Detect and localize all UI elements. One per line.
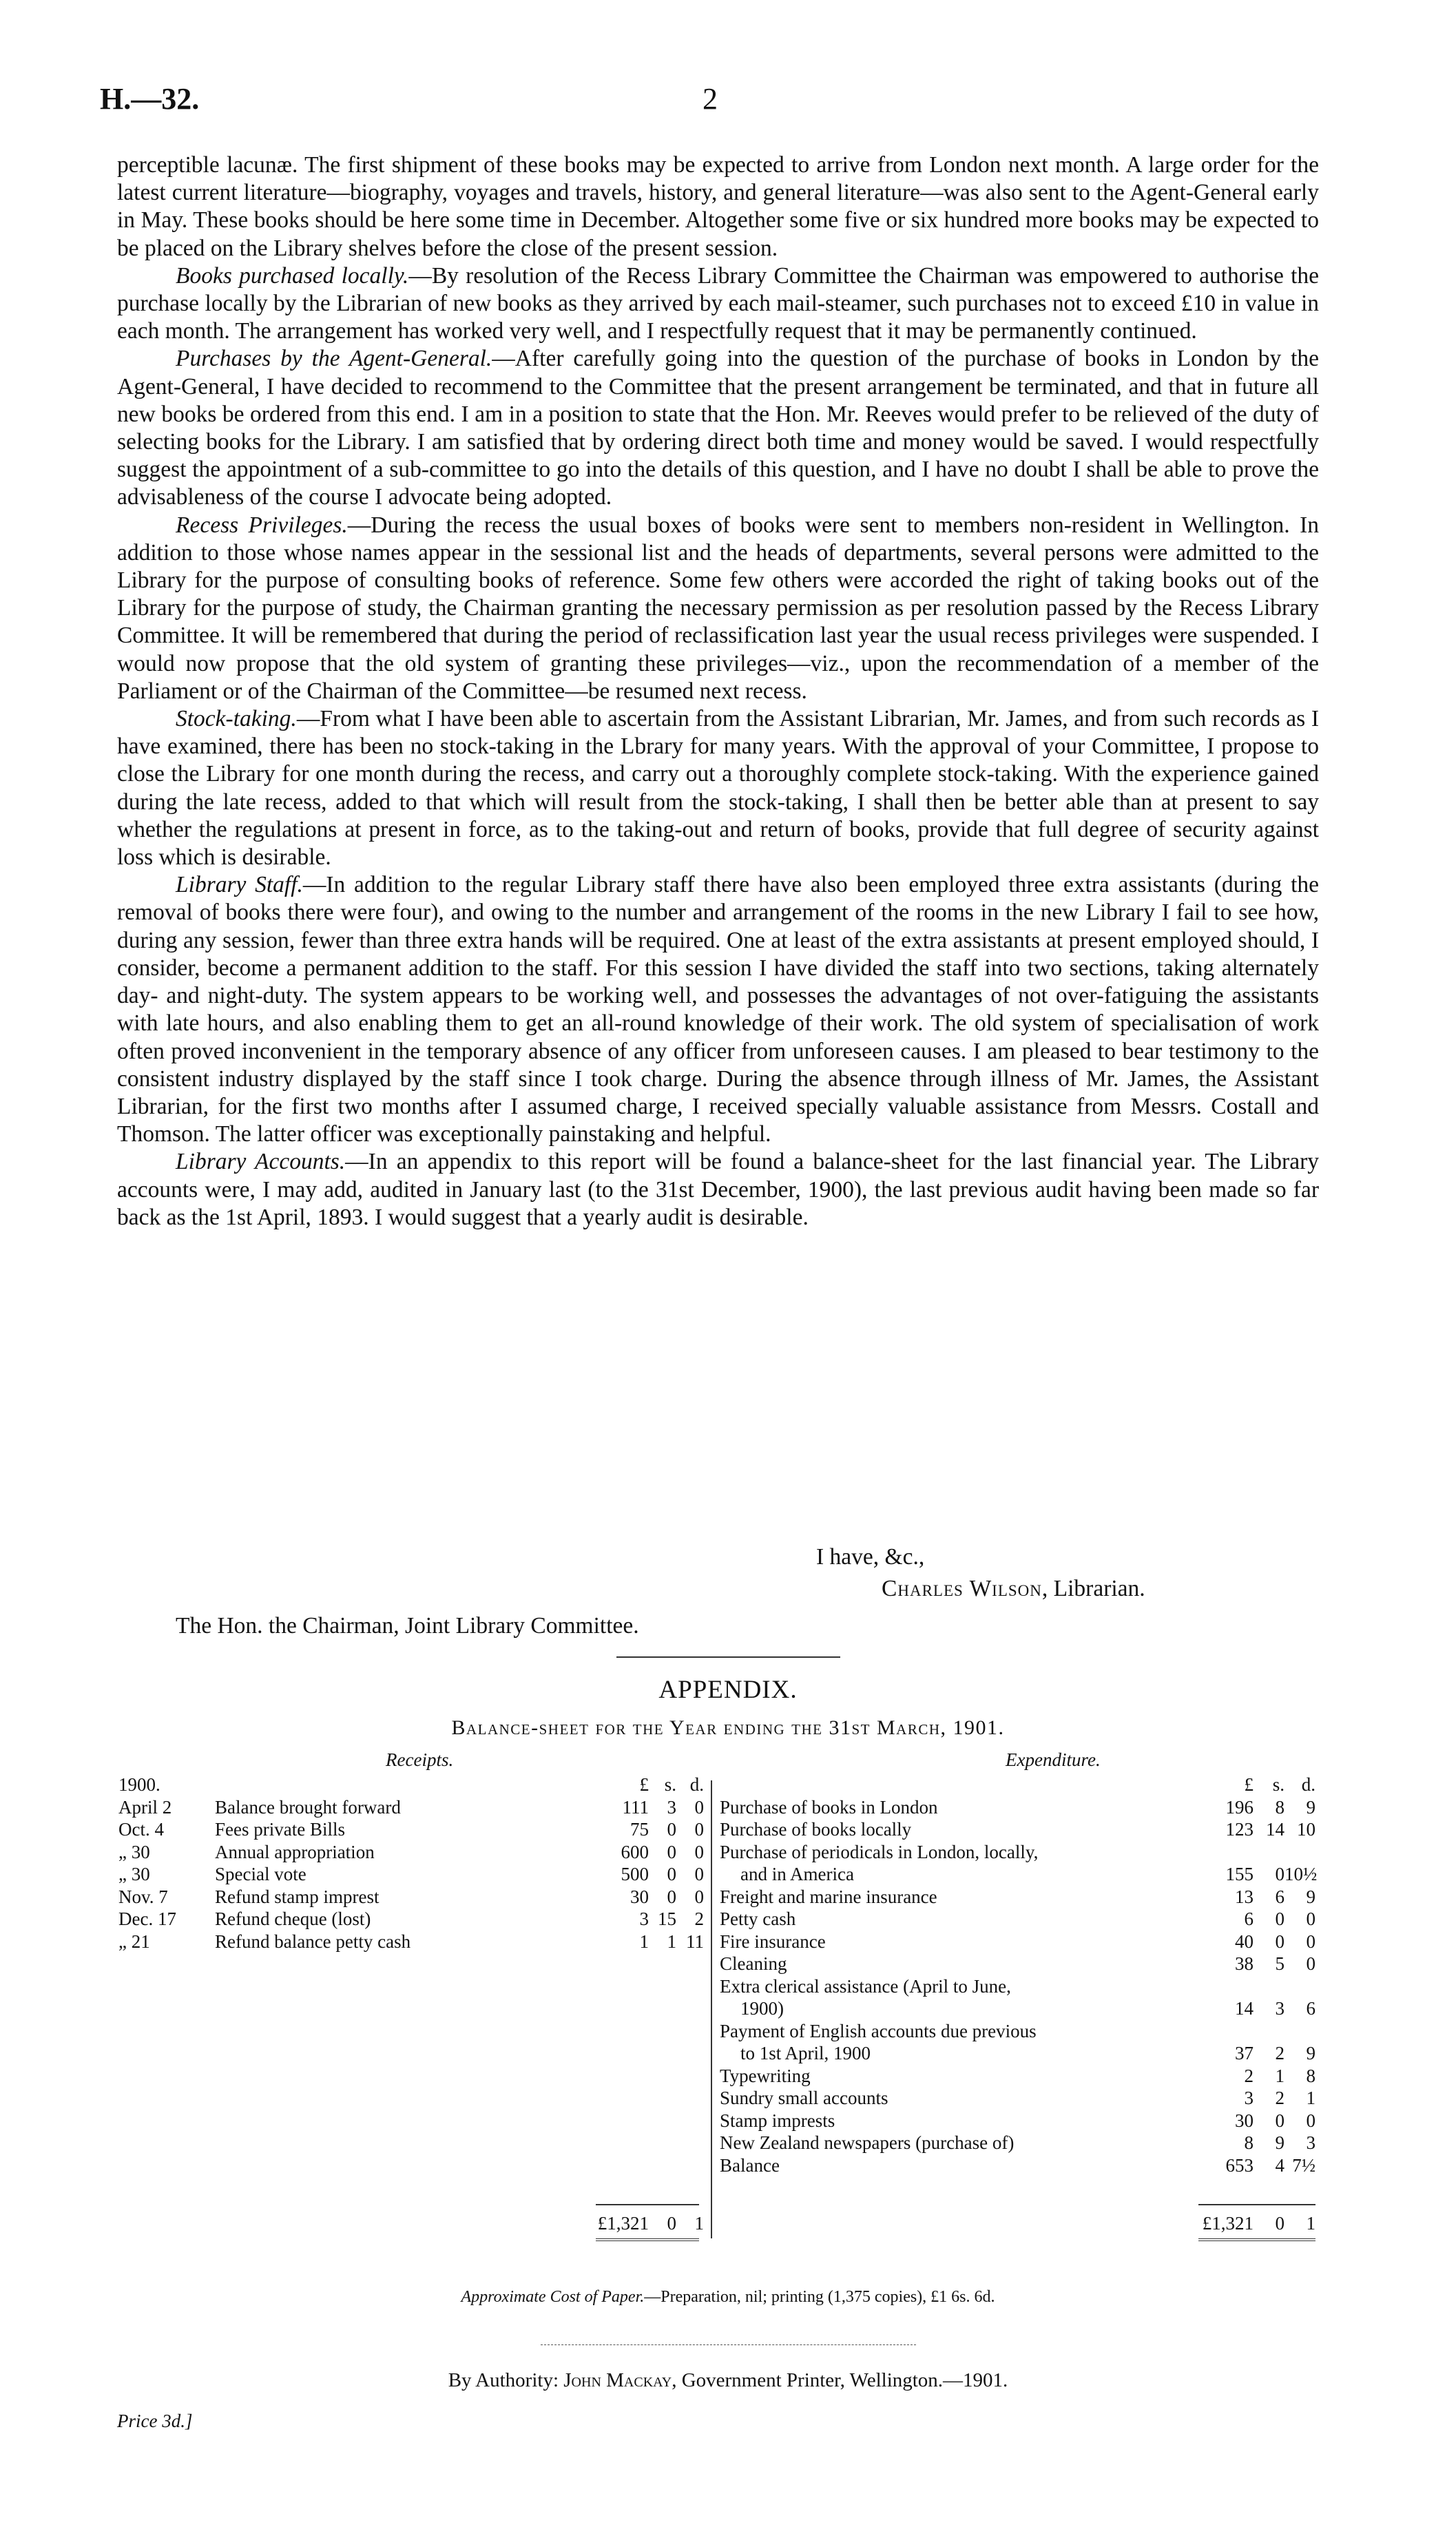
signatory-name: Charles Wilson — [882, 1576, 1042, 1601]
expenditure-total — [720, 2212, 1326, 2235]
paragraph-heading: Stock-taking. — [176, 706, 297, 732]
pence-column-head: d. — [1301, 1774, 1315, 1795]
receipt-row — [118, 1886, 704, 1908]
receipt-description: Special vote — [215, 1864, 306, 1884]
receipt-pence: 0 — [694, 1864, 704, 1884]
balance-sheet-title: Balance-sheet for the Year ending the 31st March, 1901. — [451, 1716, 1005, 1739]
receipts-rows — [118, 1796, 704, 1953]
paragraph — [117, 705, 1319, 871]
expenditure-pence: 0 — [1306, 2110, 1315, 2131]
pounds-column-head: £ — [1244, 1774, 1254, 1795]
expenditure-description: and in America — [740, 1864, 854, 1884]
expenditure-description: Typewriting — [720, 2065, 811, 2086]
paragraph — [117, 262, 1319, 346]
receipt-pence: 0 — [694, 1819, 704, 1840]
expenditure-pence: 6 — [1306, 1998, 1315, 2019]
paragraph-text: —From what I have been able to ascertain from the Assistant Librarian, Mr. James, and from such records as I have examined, there has been no stock-taking in the Lbrary for many years. With the approval of your Committee, I propose to close the Library for one month during the recess, and carry out a thoroughly complete stock-taking. With the experience gained during the late recess, added to that which will result from the stock-taking, I shall then be better able than at present to say whether the regulations at present in force, as to the taking-out and return of books, provide that full degree of security against loss which is desirable. — [117, 706, 1319, 871]
expenditure-row — [720, 1841, 1326, 1864]
expenditure-row — [720, 1796, 1326, 1819]
signatory-title: , Librarian. — [1041, 1576, 1145, 1601]
pence-column-head: d. — [689, 1774, 704, 1795]
page-number: 2 — [703, 82, 718, 116]
expenditure-description: Purchase of books locally — [720, 1819, 912, 1840]
expenditure-shillings: 0 — [1275, 2110, 1285, 2131]
expenditure-pounds: 653 — [1225, 2154, 1254, 2176]
imprint-suffix: , Government Printer, Wellington.—1901. — [672, 2369, 1008, 2391]
receipt-pounds: 500 — [621, 1864, 649, 1884]
expenditure-row — [720, 2020, 1326, 2043]
receipt-row — [118, 1796, 704, 1819]
expenditure-pounds: 14 — [1235, 1998, 1254, 2019]
receipt-row — [118, 1863, 704, 1886]
expenditure-total-rule — [1198, 2204, 1315, 2205]
expenditure-shillings: 1 — [1275, 2065, 1285, 2086]
expenditure-row — [720, 1818, 1326, 1841]
expenditure-description: 1900) — [740, 1998, 784, 2019]
expenditure-description: Purchase of books in London — [720, 1796, 938, 1818]
paragraph-text: —In addition to the regular Library staff there have also been employed three extra assistants (during the removal of books there were four), and owing to the number and arrangement of the rooms in the new Library I fail to see how, during any session, fewer than three extra hands will be required. One at least of the extra assistants at present employed should, I consider, become a permanent addition to the staff. For this session I have divided the staff into two sections, taking alternately day- and night-duty. The system appears to be working well, and possesses the advantages of not over-fatiguing the assistants with late hours, and also enabling them to get an all-round knowledge of their work. The old system of specialisation of work often proved inconvenient in the temporary absence of any officer from unforeseen causes. I am pleased to bear testimony to the consistent industry displayed by the staff since I took charge. During the absence through illness of Mr. James, the Assistant Librarian, for the first two months after I assumed charge, I received specially valuable assistance from Messrs. Costall and Thomson. The latter officer was exceptionally painstaking and helpful. — [117, 872, 1320, 1147]
receipt-description: Refund stamp imprest — [215, 1886, 379, 1907]
imprint-prefix: By Authority: — [448, 2369, 564, 2391]
expenditure-pence: 9 — [1306, 2043, 1315, 2063]
receipt-description: Balance brought forward — [215, 1796, 401, 1818]
shillings-column-head: s. — [1272, 1774, 1285, 1795]
pounds-column-head: £ — [639, 1774, 649, 1795]
expenditure-shillings: 2 — [1275, 2043, 1285, 2063]
expenditure-description: Stamp imprests — [720, 2110, 835, 2131]
expenditure-description: Payment of English accounts due previous — [720, 2020, 1037, 2041]
expenditure-shillings: 4 — [1275, 2154, 1285, 2176]
expenditure-shillings: 14 — [1266, 1819, 1285, 1840]
expenditure-row — [720, 2065, 1326, 2088]
divider — [616, 1656, 840, 1658]
expenditure-pounds: 6 — [1244, 1908, 1254, 1929]
expenditure-pounds: 3 — [1244, 2088, 1254, 2108]
receipt-date: „ 30 — [118, 1841, 150, 1862]
receipt-pence: 0 — [694, 1886, 704, 1907]
paragraph — [117, 345, 1319, 511]
expenditure-pounds: 123 — [1225, 1819, 1254, 1840]
expenditure-pence: 9 — [1306, 1886, 1315, 1907]
expenditure-pounds: 38 — [1235, 1953, 1254, 1974]
receipt-shillings: 15 — [658, 1908, 676, 1929]
expenditure-row — [720, 2110, 1326, 2132]
paragraph — [117, 152, 1319, 262]
expenditure-shillings: 3 — [1275, 1998, 1285, 2019]
expenditure-pounds: 196 — [1225, 1796, 1254, 1818]
receipts-double-rule — [596, 2238, 699, 2241]
paragraph-heading: Purchases by the Agent-General. — [176, 346, 492, 372]
expenditure-row — [720, 1931, 1326, 1953]
expenditure-row — [720, 1975, 1326, 1998]
total-pounds: £1,321 — [1202, 2213, 1254, 2234]
expenditure-pence: 10½ — [1285, 1864, 1318, 1884]
receipt-row — [118, 1908, 704, 1931]
receipt-pounds: 1 — [639, 1931, 649, 1952]
paragraph-heading: Library Staff. — [176, 872, 303, 898]
cost-note — [0, 2288, 1456, 2307]
expenditure-header-row — [720, 1774, 1326, 1796]
receipt-pounds: 75 — [630, 1819, 649, 1840]
addressee: The Hon. the Chairman, Joint Library Committee. — [176, 1613, 639, 1639]
ledger-year: 1900. — [118, 1774, 160, 1795]
paragraph-heading: Recess Privileges. — [176, 512, 348, 538]
report-body — [117, 152, 1319, 1231]
expenditure-row-continued — [720, 1863, 1326, 1886]
expenditure-description: Extra clerical assistance (April to June, — [720, 1975, 1011, 1997]
receipt-pounds: 3 — [639, 1908, 649, 1929]
receipt-pence: 11 — [686, 1931, 704, 1952]
paragraph-text: perceptible lacunæ. The first shipment of these books may be expected to arrive from London next month. A large order for the latest current literature—biography, voyages and travels, history, and general literature—was also sent to the Agent-General early in May. These books should be here some time in December. Altogether some five or six hundred more books may be expected to be placed on the Library shelves before the close of the present session. — [117, 152, 1319, 261]
cost-note-label: Approximate Cost of Paper. — [461, 2288, 645, 2306]
total-pounds: £1,321 — [597, 2213, 649, 2234]
expenditure-description: New Zealand newspapers (purchase of) — [720, 2132, 1015, 2153]
expenditure-pence: 7½ — [1292, 2154, 1315, 2176]
receipt-pounds: 30 — [630, 1886, 649, 1907]
expenditure-shillings: 0 — [1275, 1864, 1285, 1884]
paragraph-heading: Library Accounts. — [176, 1149, 346, 1175]
paragraph-text: —After carefully going into the question of the purchase of books in London by the Agent-General, I have decided to recommend to the Committee that the present arrangement be terminated, and that in future all new books be ordered from this end. I am in a position to state that the Hon. Mr. Reeves would prefer to be relieved of the duty of selecting books for the Library. I am satisfied that by ordering direct both time and money would be saved. I would respectfully suggest the appointment of a sub-committee to go into the details of this question, and I have no doubt I shall be able to prove the advisableness of the course I advocate being adopted. — [117, 346, 1319, 510]
receipt-date: „ 30 — [118, 1864, 150, 1884]
expenditure-pence: 3 — [1306, 2132, 1315, 2153]
expenditure-pence: 1 — [1306, 2088, 1315, 2108]
document-reference: H.—32. — [100, 82, 200, 116]
expenditure-shillings: 0 — [1275, 1931, 1285, 1952]
expenditure-rows — [720, 1796, 1326, 2177]
receipts-header-row — [118, 1774, 704, 1796]
expenditure-pence: 10 — [1297, 1819, 1315, 1840]
receipt-shillings: 0 — [667, 1819, 676, 1840]
receipt-date: Nov. 7 — [118, 1886, 168, 1907]
paragraph — [117, 871, 1319, 1148]
receipt-pence: 0 — [694, 1796, 704, 1818]
paragraph-text: —By resolution of the Recess Library Committee the Chairman was empowered to authorise the purchase locally by the Librarian of new books as they arrived by each mail-steamer, such purchases not to exceed £10 in value in each month. The arrangement has worked very well, and I respectfully request that it may be permanently continued. — [117, 262, 1319, 344]
paragraph — [117, 512, 1319, 705]
expenditure-shillings: 6 — [1275, 1886, 1285, 1907]
expenditure-row — [720, 1886, 1326, 1908]
expenditure-shillings: 9 — [1275, 2132, 1285, 2153]
paragraph-heading: Books purchased locally. — [176, 262, 409, 289]
expenditure-description: Balance — [720, 2154, 780, 2176]
receipt-shillings: 0 — [667, 1864, 676, 1884]
receipt-date: April 2 — [118, 1796, 172, 1818]
receipts-total — [118, 2212, 704, 2235]
receipt-pounds: 111 — [622, 1796, 649, 1818]
receipt-date: „ 21 — [118, 1931, 150, 1952]
receipt-description: Refund cheque (lost) — [215, 1908, 371, 1929]
receipt-date: Dec. 17 — [118, 1908, 176, 1929]
shillings-column-head: s. — [664, 1774, 676, 1795]
expenditure-pounds: 155 — [1225, 1864, 1254, 1884]
cost-note-text: —Preparation, nil; printing (1,375 copies), £1 6s. 6d. — [644, 2288, 995, 2306]
paragraph — [117, 1148, 1319, 1231]
price: Price 3d.] — [117, 2411, 193, 2431]
expenditure-row — [720, 2154, 1326, 2177]
total-row — [118, 2212, 704, 2235]
expenditure-pence: 0 — [1306, 1931, 1315, 1952]
expenditure-pounds: 30 — [1235, 2110, 1254, 2131]
total-pence: 1 — [694, 2213, 704, 2234]
expenditure-ledger — [720, 1774, 1326, 2176]
receipt-pence: 0 — [694, 1841, 704, 1862]
expenditure-description: to 1st April, 1900 — [740, 2043, 871, 2063]
expenditure-pence: 0 — [1306, 1908, 1315, 1929]
expenditure-double-rule — [1198, 2238, 1315, 2241]
expenditure-row — [720, 2132, 1326, 2154]
expenditure-description: Purchase of periodicals in London, locally, — [720, 1841, 1039, 1862]
printer-name: John Mackay — [563, 2369, 672, 2391]
footer-rule — [541, 2344, 916, 2345]
expenditure-pounds: 2 — [1244, 2065, 1254, 2086]
paragraph-text: —During the recess the usual boxes of books were sent to members non-resident in Wellington. In addition to those whose names appear in the sessional list and the heads of departments, several persons were admitted to the Library for the purpose of consulting books of reference. Some few others were accorded the right of taking books out of the Library for the purpose of study, the Chairman granting the necessary permission as per resolution passed by the Recess Library Committee. It will be remembered that during the period of reclassification last year the usual recess privileges were suspended. I would now propose that the old system of granting these privileges—viz., upon the recommendation of a member of the Parliament or of the Chairman of the Committee—be resumed next recess. — [117, 512, 1319, 704]
ledger-divider — [711, 1780, 712, 2238]
receipt-description: Annual appropriation — [215, 1841, 375, 1862]
receipts-total-rule — [596, 2204, 699, 2205]
expenditure-description: Fire insurance — [720, 1931, 826, 1952]
receipt-description: Fees private Bills — [215, 1819, 345, 1840]
expenditure-pence: 9 — [1306, 1796, 1315, 1818]
receipt-pounds: 600 — [621, 1841, 649, 1862]
appendix-title: APPENDIX. — [658, 1676, 798, 1704]
total-pence: 1 — [1306, 2213, 1315, 2234]
receipt-description: Refund balance petty cash — [215, 1931, 411, 1952]
receipt-shillings: 0 — [667, 1886, 676, 1907]
expenditure-shillings: 2 — [1275, 2088, 1285, 2108]
expenditure-description: Freight and marine insurance — [720, 1886, 937, 1907]
signature — [882, 1576, 1145, 1602]
total-row — [720, 2212, 1326, 2235]
receipts-heading: Receipts. — [386, 1749, 454, 1770]
expenditure-description: Petty cash — [720, 1908, 796, 1929]
expenditure-shillings: 8 — [1275, 1796, 1285, 1818]
receipt-row — [118, 1841, 704, 1864]
expenditure-row-continued — [720, 2042, 1326, 2065]
expenditure-description: Sundry small accounts — [720, 2088, 888, 2108]
page-header — [100, 81, 1360, 129]
expenditure-row — [720, 2087, 1326, 2110]
total-shillings: 0 — [667, 2213, 676, 2234]
expenditure-pounds: 13 — [1235, 1886, 1254, 1907]
expenditure-description: Cleaning — [720, 1953, 787, 1974]
paragraph-text: —In an appendix to this report will be found a balance-sheet for the last financial year. The Library accounts were, I may add, audited in January last (to the 31st December, 1900), the last previous audit having been made so far back as the 1st April, 1893. I would suggest that a yearly audit is desirable. — [117, 1149, 1319, 1230]
expenditure-row — [720, 1953, 1326, 1975]
receipt-shillings: 0 — [667, 1841, 676, 1862]
receipt-shillings: 1 — [667, 1931, 676, 1952]
expenditure-row — [720, 1908, 1326, 1931]
receipt-row — [118, 1931, 704, 1953]
expenditure-shillings: 0 — [1275, 1908, 1285, 1929]
total-shillings: 0 — [1275, 2213, 1285, 2234]
receipts-ledger — [118, 1774, 704, 1953]
printer-imprint — [0, 2369, 1456, 2392]
receipt-shillings: 3 — [667, 1796, 676, 1818]
expenditure-heading: Expenditure. — [1006, 1749, 1101, 1770]
expenditure-pounds: 40 — [1235, 1931, 1254, 1952]
expenditure-pence: 8 — [1306, 2065, 1315, 2086]
expenditure-pounds: 8 — [1244, 2132, 1254, 2153]
expenditure-pence: 0 — [1306, 1953, 1315, 1974]
receipt-date: Oct. 4 — [118, 1819, 164, 1840]
closing-line: I have, &c., — [816, 1544, 925, 1570]
receipt-pence: 2 — [694, 1908, 704, 1929]
expenditure-pounds: 37 — [1235, 2043, 1254, 2063]
expenditure-shillings: 5 — [1275, 1953, 1285, 1974]
expenditure-row-continued — [720, 1997, 1326, 2020]
receipt-row — [118, 1818, 704, 1841]
